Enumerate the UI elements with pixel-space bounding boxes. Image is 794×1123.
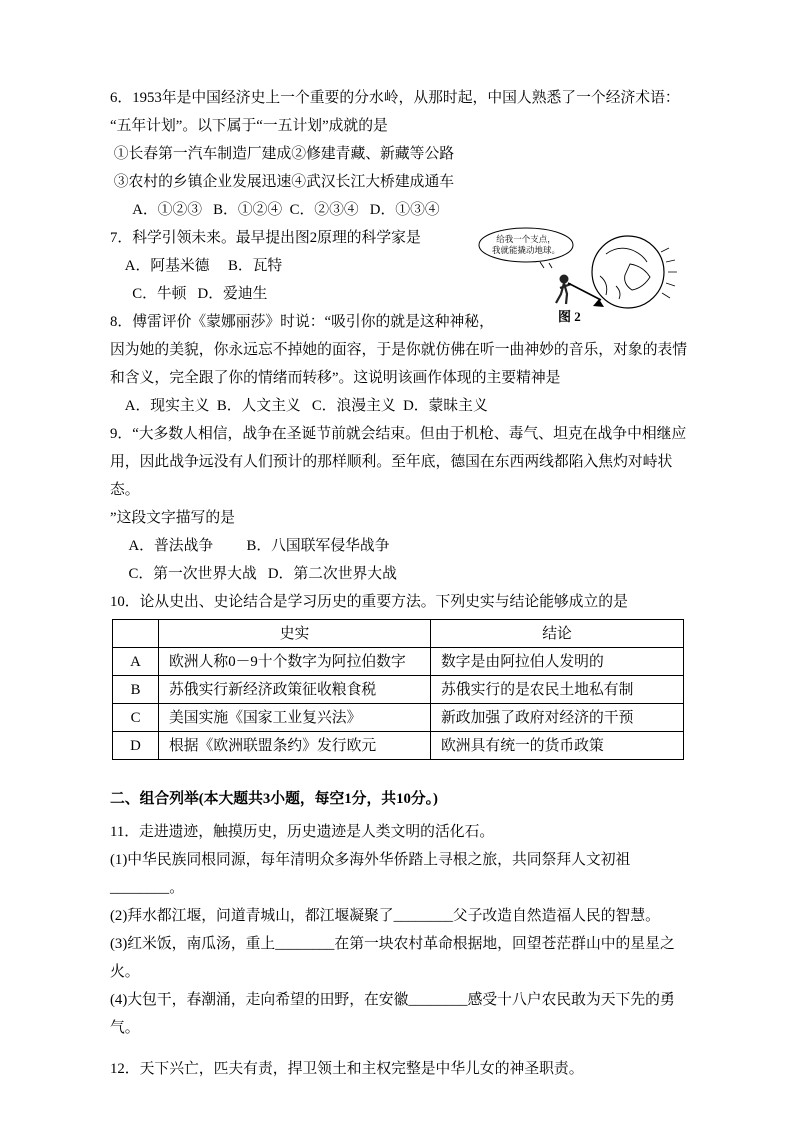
text-line: ①长春第一汽车制造厂建成②修建青藏、新藏等公路 xyxy=(110,146,455,162)
row-conclusion: 新政加强了政府对经济的干预 xyxy=(431,704,684,732)
question-9 xyxy=(110,420,692,588)
row-conclusion: 欧洲具有统一的货币政策 xyxy=(431,732,684,760)
speech-bubble-text-line2: 我就能撬动地球。 xyxy=(491,245,561,255)
table-row xyxy=(113,732,684,760)
speech-bubble xyxy=(479,228,573,268)
row-label: B xyxy=(113,676,159,704)
earth-icon xyxy=(592,236,677,308)
text-line: 7．科学引领未来。最早提出图2原理的科学家是 xyxy=(110,230,421,246)
row-conclusion: 数字是由阿拉伯人发明的 xyxy=(431,648,684,676)
question-10-stem: 10．论从史出、史论结合是学习历史的重要方法。下列史实与结论能够成立的是 xyxy=(110,594,628,610)
table-row xyxy=(113,676,684,704)
row-label: A xyxy=(113,648,159,676)
table-row xyxy=(113,704,684,732)
row-label: D xyxy=(113,732,159,760)
text-line: (1)中华民族同根同源，每年清明众多海外华侨踏上寻根之旅，共同祭拜人文初祖 xyxy=(110,852,631,868)
text-line: C．牛顿 D．爱迪生 xyxy=(110,286,268,302)
question-6 xyxy=(110,84,692,224)
row-fact: 美国实施《国家工业复兴法》 xyxy=(159,704,431,732)
section-2-heading: 二、组合列举(本大题共3小题，每空1分，共10分。) xyxy=(110,791,438,807)
question-8 xyxy=(110,308,692,420)
table-header-row xyxy=(113,620,684,648)
text-line: A．阿基米德 B．瓦特 xyxy=(110,258,283,274)
row-fact: 根据《欧洲联盟条约》发行欧元 xyxy=(159,732,431,760)
text-line: 和含义，完全跟了你的情绪而转移”。这说明该画作体现的主要精神是 xyxy=(110,370,561,386)
text-line: 火。 xyxy=(110,964,140,980)
row-conclusion: 苏俄实行的是农民土地私有制 xyxy=(431,676,684,704)
table-header-conclusion: 结论 xyxy=(431,620,684,648)
text-line: 8．傅雷评价《蒙娜丽莎》时说：“吸引你的就是这种神秘， xyxy=(110,314,494,330)
text-line: 11．走进遗迹，触摸历史，历史遗迹是人类文明的活化石。 xyxy=(110,824,495,840)
text-line: ③农村的乡镇企业发展迅速④武汉长江大桥建成通车 xyxy=(110,174,455,190)
text-line: A．①②③ B．①②④ C．②③④ D．①③④ xyxy=(110,202,440,218)
text-line: C．第一次世界大战 D．第二次世界大战 xyxy=(110,566,397,582)
question-11 xyxy=(110,818,692,1042)
text-line: ”这段文字描写的是 xyxy=(110,510,235,526)
text-line: A．现实主义 B．人文主义 C．浪漫主义 D．蒙昧主义 xyxy=(110,398,488,414)
text-line: 因为她的美貌，你永远忘不掉她的面容，于是你就仿佛在听一曲神妙的音乐，对象的表情 xyxy=(110,342,688,358)
row-label: C xyxy=(113,704,159,732)
table-row xyxy=(113,648,684,676)
text-line: (4)大包干，春潮涌，走向希望的田野，在安徽________感受十八户农民敢为天下先的勇 xyxy=(110,992,675,1008)
row-fact: 苏俄实行新经济政策征收粮食税 xyxy=(159,676,431,704)
lever-earth-illustration xyxy=(478,226,678,324)
text-line: A．普法战争 B．八国联军侵华战争 xyxy=(110,538,390,554)
text-line: (2)拜水都江堰，问道青城山，都江堰凝聚了________父子改造自然造福人民的智慧。 xyxy=(110,908,660,924)
row-fact: 欧洲人称0－9十个数字为阿拉伯数字 xyxy=(159,648,431,676)
table-header-blank xyxy=(113,620,159,648)
table-header-fact: 史实 xyxy=(159,620,431,648)
text-line: ________。 xyxy=(110,880,184,896)
text-line: 气。 xyxy=(110,1020,140,1036)
text-line: 用，因此战争远没有人们预计的那样顺利。至年底，德国在东西两线都陷入焦灼对峙状态。 xyxy=(110,454,673,498)
speech-bubble-text-line1: 给我一个支点， xyxy=(496,234,556,244)
text-line: (3)红米饭，南瓜汤，重上________在第一块农村革命根据地，回望苍茫群山中的星星之 xyxy=(110,936,675,952)
text-line: 9．“大多数人相信，战争在圣诞节前就会结束。但由于机枪、毒气、坦克在战争中相继应 xyxy=(110,426,687,442)
text-line: “五年计划”。以下属于“一五计划”成就的是 xyxy=(110,118,388,134)
lever-earth-cartoon xyxy=(478,226,678,324)
text-line: 6．1953年是中国经济史上一个重要的分水岭，从那时起，中国人熟悉了一个经济术语： xyxy=(110,90,680,106)
figure-caption: 图 2 xyxy=(558,309,581,324)
fact-conclusion-table xyxy=(112,619,684,760)
question-10 xyxy=(110,588,692,760)
question-12: 12．天下兴亡，匹夫有责，捍卫领土和主权完整是中华儿女的神圣职责。 xyxy=(110,1061,584,1077)
